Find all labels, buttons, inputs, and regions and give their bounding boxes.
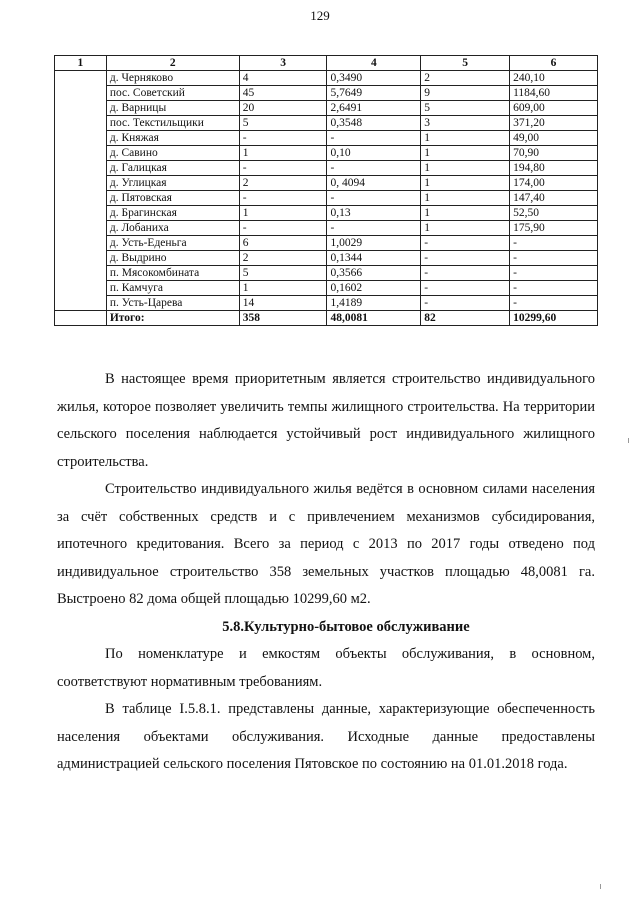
table-row xyxy=(55,191,598,206)
value-cell: 3 xyxy=(421,116,510,131)
header-cell: 2 xyxy=(106,56,239,71)
header-cell: 1 xyxy=(55,56,107,71)
row-group-cell xyxy=(55,266,107,281)
value-cell: 1 xyxy=(239,146,327,161)
value-cell: 147,40 xyxy=(510,191,598,206)
total-value-cell: 10299,60 xyxy=(510,311,598,326)
value-cell: 9 xyxy=(421,86,510,101)
value-cell: 609,00 xyxy=(510,101,598,116)
value-cell: - xyxy=(510,236,598,251)
value-cell: 1 xyxy=(421,206,510,221)
value-cell: 1 xyxy=(421,221,510,236)
settlement-name-cell: д. Лобаниха xyxy=(106,221,239,236)
row-group-cell xyxy=(55,71,107,86)
table-row xyxy=(55,221,598,236)
row-group-cell xyxy=(55,296,107,311)
settlement-name-cell: п. Усть-Царева xyxy=(106,296,239,311)
table-row xyxy=(55,206,598,221)
table-row xyxy=(55,281,598,296)
value-cell: 0,10 xyxy=(327,146,421,161)
table-header-row xyxy=(55,56,598,71)
row-group-cell xyxy=(55,161,107,176)
value-cell: 1184,60 xyxy=(510,86,598,101)
settlement-name-cell: д. Княжая xyxy=(106,131,239,146)
value-cell: 14 xyxy=(239,296,327,311)
value-cell: 52,50 xyxy=(510,206,598,221)
settlement-name-cell: д. Пятовская xyxy=(106,191,239,206)
total-value-cell: 48,0081 xyxy=(327,311,421,326)
settlement-name-cell: д. Выдрино xyxy=(106,251,239,266)
body-text xyxy=(57,366,595,779)
value-cell: 0, 4094 xyxy=(327,176,421,191)
row-group-cell xyxy=(55,146,107,161)
value-cell: 4 xyxy=(239,71,327,86)
paragraph: Строительство индивидуального жилья ведётся в основном силами населения за счёт собственных средств и с привлечением механизмов субсидирования, ипотечного кредитования. Всего за период с 2013 по 2017 годы отведено под индивидуальное строительство 358 земельных участков площадью 48,0081 га. Выстроено 82 дома общей площадью 10299,60 м2. xyxy=(57,481,595,607)
value-cell: 5,7649 xyxy=(327,86,421,101)
value-cell: 2 xyxy=(239,176,327,191)
page-number: 129 xyxy=(310,8,330,23)
settlement-name-cell: д. Усть-Еденьга xyxy=(106,236,239,251)
value-cell: 1 xyxy=(239,206,327,221)
table-row xyxy=(55,116,598,131)
value-cell: 1 xyxy=(421,161,510,176)
value-cell: 70,90 xyxy=(510,146,598,161)
value-cell: 1 xyxy=(421,176,510,191)
table-row xyxy=(55,296,598,311)
table-row xyxy=(55,71,598,86)
value-cell: - xyxy=(510,281,598,296)
value-cell: - xyxy=(327,221,421,236)
value-cell: 1,0029 xyxy=(327,236,421,251)
value-cell: 0,1602 xyxy=(327,281,421,296)
table-row xyxy=(55,131,598,146)
value-cell: - xyxy=(421,296,510,311)
table-row xyxy=(55,251,598,266)
header-cell: 5 xyxy=(421,56,510,71)
value-cell: 1 xyxy=(421,191,510,206)
value-cell: - xyxy=(510,251,598,266)
value-cell: 1 xyxy=(239,281,327,296)
value-cell: - xyxy=(327,131,421,146)
value-cell: 194,80 xyxy=(510,161,598,176)
value-cell: - xyxy=(421,251,510,266)
paragraph: В настоящее время приоритетным является строительство индивидуального жилья, которое позволяет увеличить темпы жилищного строительства. На территории сельского поселения наблюдается устойчивый рост индивидуального жилищного строительства. xyxy=(57,371,595,470)
row-group-cell xyxy=(55,101,107,116)
table-total-row xyxy=(55,311,598,326)
scan-mark xyxy=(600,884,601,889)
value-cell: 5 xyxy=(239,266,327,281)
table-row xyxy=(55,146,598,161)
value-cell: 0,1344 xyxy=(327,251,421,266)
settlement-name-cell: пос. Советский xyxy=(106,86,239,101)
value-cell: 1 xyxy=(421,131,510,146)
paragraph: По номенклатуре и емкостям объекты обслуживания, в основном, соответствуют нормативным требованиям. xyxy=(57,646,595,690)
table-row xyxy=(55,176,598,191)
table-row xyxy=(55,86,598,101)
value-cell: - xyxy=(510,266,598,281)
row-group-cell xyxy=(55,176,107,191)
value-cell: 0,3490 xyxy=(327,71,421,86)
header-cell: 4 xyxy=(327,56,421,71)
value-cell: 2 xyxy=(421,71,510,86)
value-cell: - xyxy=(239,161,327,176)
row-group-cell xyxy=(55,221,107,236)
value-cell: - xyxy=(510,296,598,311)
row-group-cell xyxy=(55,131,107,146)
value-cell: 20 xyxy=(239,101,327,116)
value-cell: 49,00 xyxy=(510,131,598,146)
total-value-cell: 82 xyxy=(421,311,510,326)
row-group-cell xyxy=(55,116,107,131)
table-row xyxy=(55,101,598,116)
header-cell: 3 xyxy=(239,56,327,71)
settlement-name-cell: д. Варницы xyxy=(106,101,239,116)
settlement-name-cell: д. Галицкая xyxy=(106,161,239,176)
header-cell: 6 xyxy=(510,56,598,71)
value-cell: 5 xyxy=(421,101,510,116)
row-group-cell xyxy=(55,281,107,296)
settlement-name-cell: д. Брагинская xyxy=(106,206,239,221)
value-cell: - xyxy=(327,191,421,206)
row-group-cell xyxy=(55,86,107,101)
value-cell: - xyxy=(421,266,510,281)
row-group-cell xyxy=(55,236,107,251)
value-cell: 240,10 xyxy=(510,71,598,86)
paragraph: В таблице I.5.8.1. представлены данные, характеризующие обеспеченность населения объектами обслуживания. Исходные данные предоставлены администрацией сельского поселения Пятовское по состоянию на 01.01.2018 года. xyxy=(57,701,595,772)
total-label-cell: Итого: xyxy=(106,311,239,326)
section-heading: 5.8.Культурно-бытовое обслуживание xyxy=(222,618,470,635)
value-cell: 0,3566 xyxy=(327,266,421,281)
value-cell: 1,4189 xyxy=(327,296,421,311)
value-cell: - xyxy=(239,221,327,236)
value-cell: 175,90 xyxy=(510,221,598,236)
value-cell: - xyxy=(421,281,510,296)
value-cell: 174,00 xyxy=(510,176,598,191)
scan-mark xyxy=(628,438,629,443)
table-row xyxy=(55,236,598,251)
settlement-name-cell: д. Черняково xyxy=(106,71,239,86)
settlement-name-cell: д. Савино xyxy=(106,146,239,161)
value-cell: 0,3548 xyxy=(327,116,421,131)
value-cell: 1 xyxy=(421,146,510,161)
value-cell: - xyxy=(239,131,327,146)
value-cell: 0,13 xyxy=(327,206,421,221)
settlement-name-cell: д. Углицкая xyxy=(106,176,239,191)
row-group-cell xyxy=(55,191,107,206)
value-cell: 6 xyxy=(239,236,327,251)
value-cell: 5 xyxy=(239,116,327,131)
value-cell: 2 xyxy=(239,251,327,266)
value-cell: 45 xyxy=(239,86,327,101)
value-cell: 371,20 xyxy=(510,116,598,131)
settlement-name-cell: пос. Текстильщики xyxy=(106,116,239,131)
settlements-table xyxy=(54,55,598,326)
table-row xyxy=(55,266,598,281)
row-group-cell xyxy=(55,251,107,266)
settlement-name-cell: п. Камчуга xyxy=(106,281,239,296)
value-cell: - xyxy=(239,191,327,206)
value-cell: 2,6491 xyxy=(327,101,421,116)
value-cell: - xyxy=(421,236,510,251)
table-row xyxy=(55,161,598,176)
row-group-cell xyxy=(55,206,107,221)
settlement-name-cell: п. Мясокомбината xyxy=(106,266,239,281)
total-value-cell: 358 xyxy=(239,311,327,326)
row-group-cell xyxy=(55,311,107,326)
value-cell: - xyxy=(327,161,421,176)
